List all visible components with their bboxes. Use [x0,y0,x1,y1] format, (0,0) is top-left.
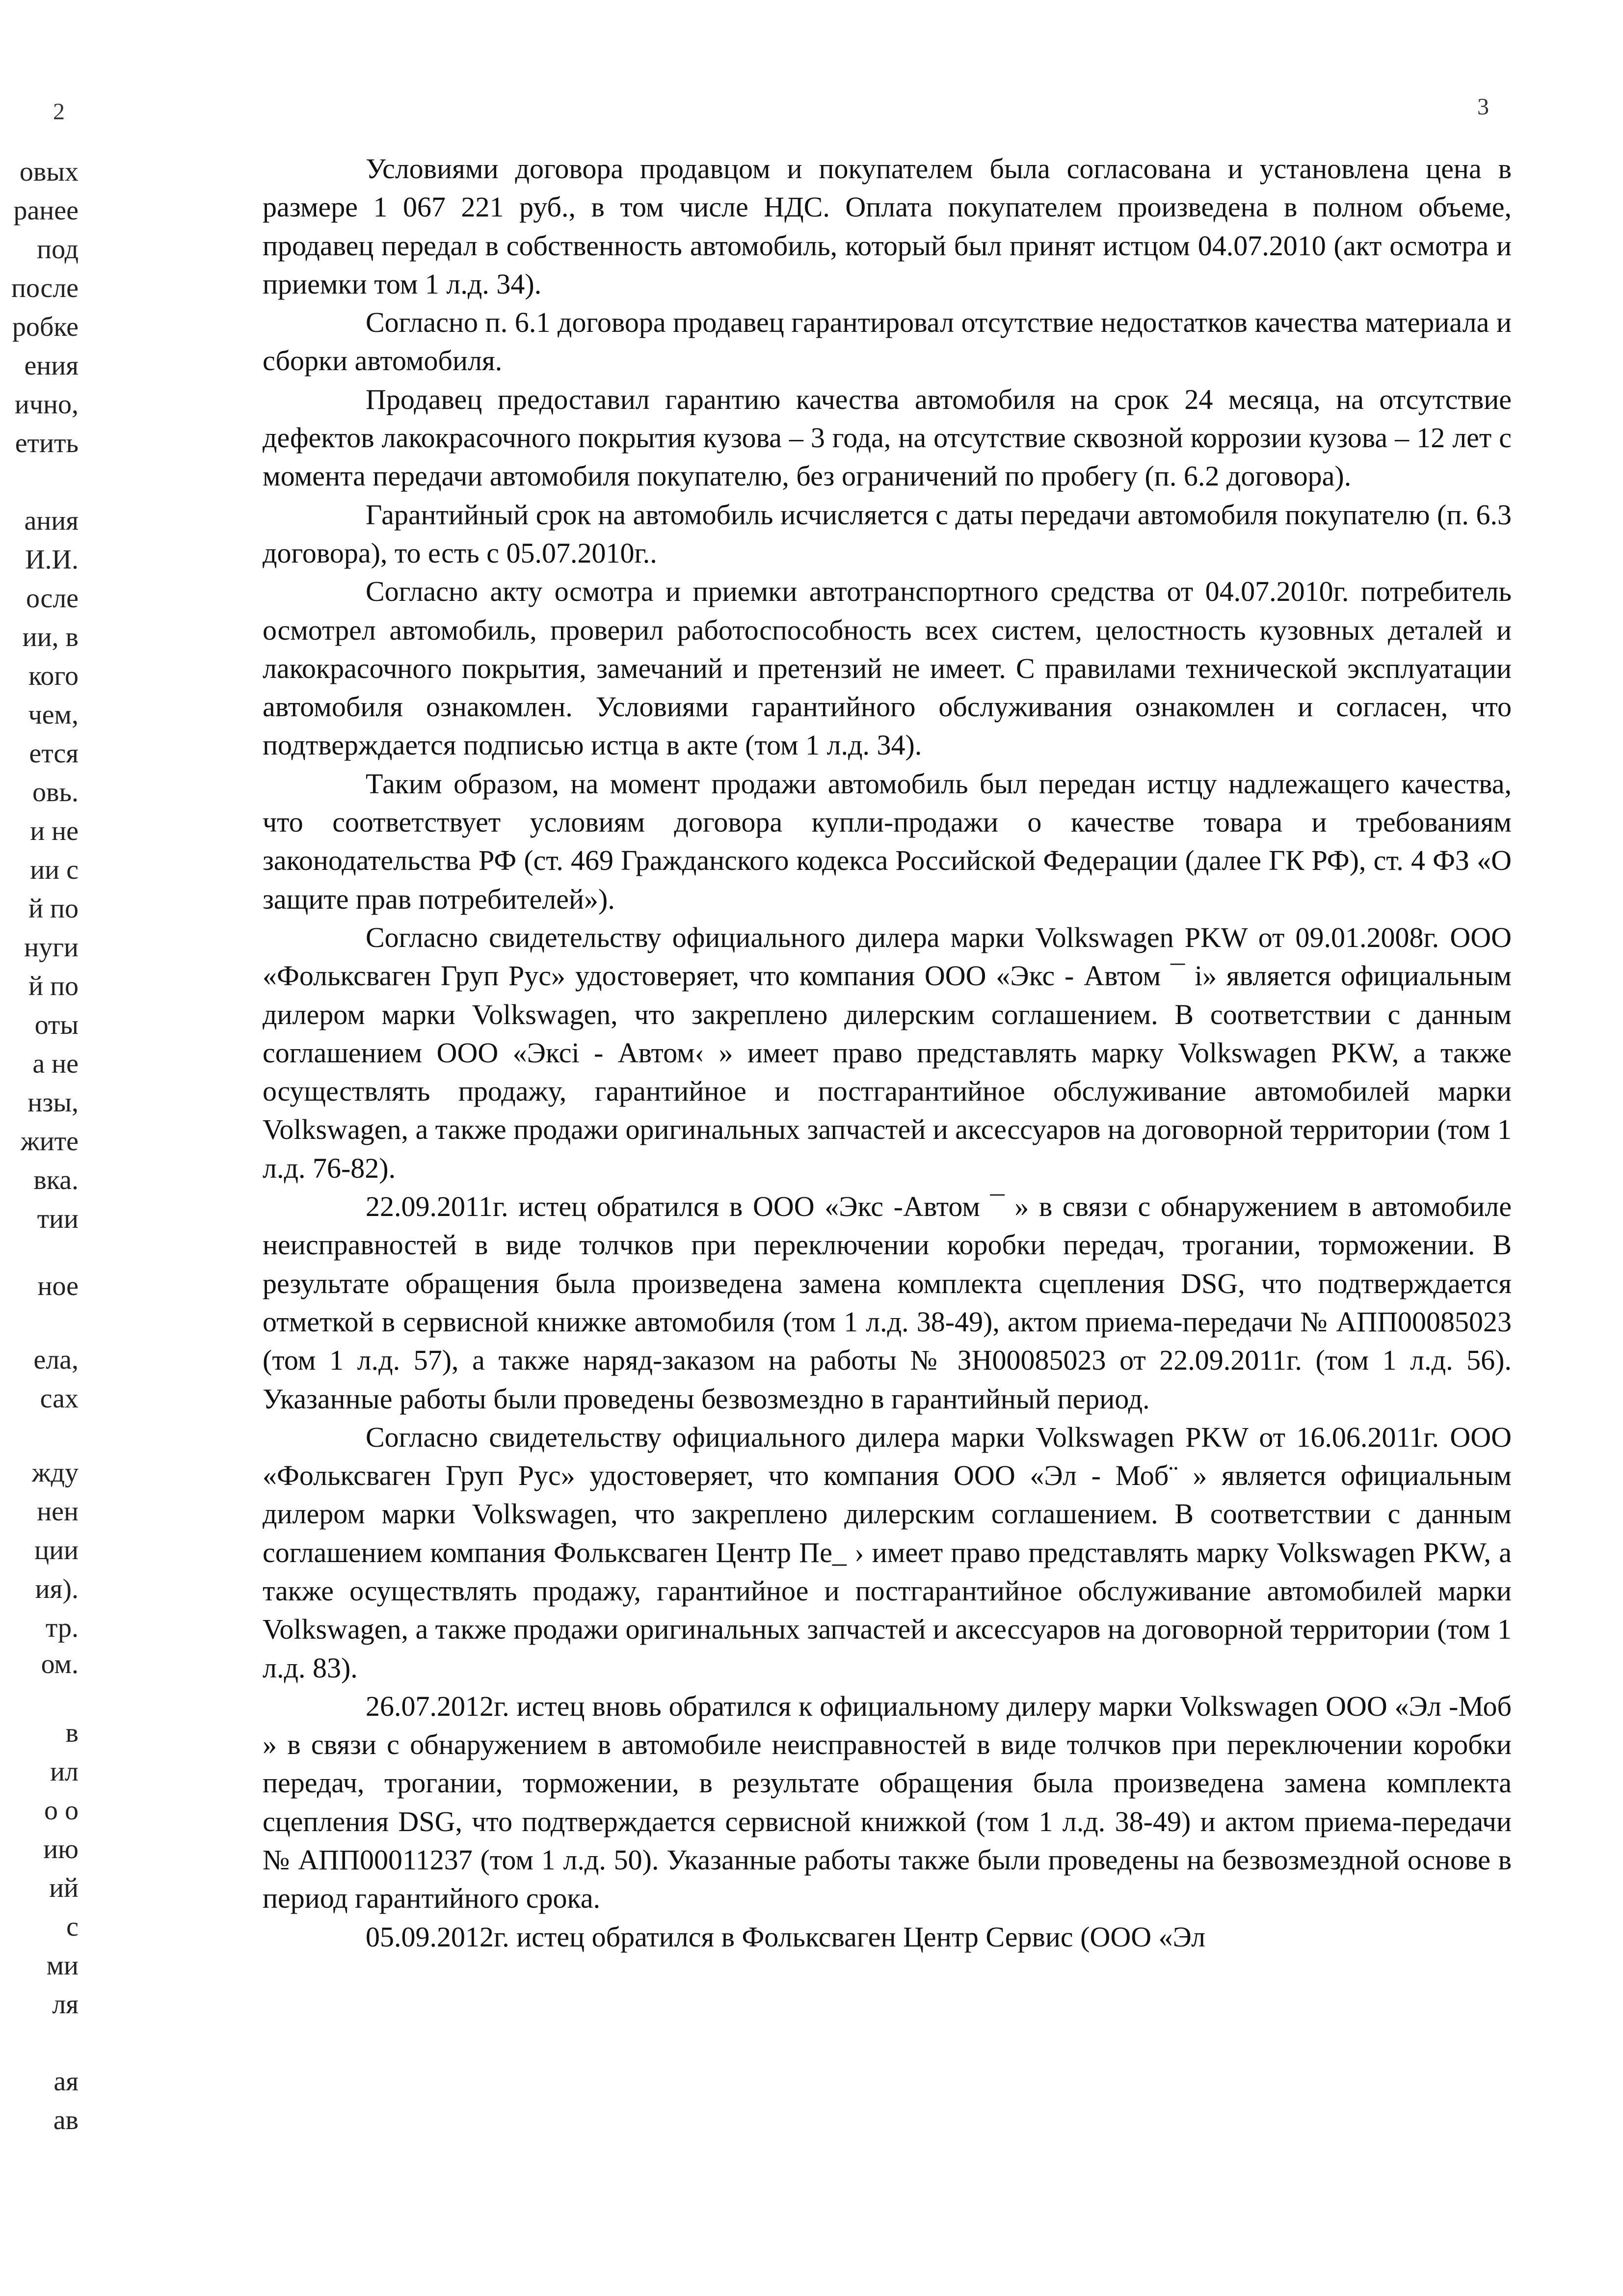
left-fragment: ела, [33,1345,79,1375]
page-number-right: 3 [1477,94,1489,120]
left-fragment: овых [19,157,79,187]
left-fragment: в [65,1718,79,1748]
left-fragment: оты [34,1010,79,1040]
left-fragment: нзы, [27,1087,79,1118]
left-fragment: под [37,234,79,265]
left-fragment: сах [40,1383,79,1414]
paragraph-first-repair: 22.09.2011г. истец обратился в ООО «Экс -Автом ¯ » в связи с обнаружением в автомобиле неисправностей в виде толчков при переключении коробки передач, трогании, торможении. В результате обращения была произведена замена комплекта сцепления DSG, что подтверждается отметкой в сервисной книжке автомобиля (том 1 л.д. 38-49), актом приема-передачи № АПП00085023 (том 1 л.д. 57), а также наряд-заказом на работы № ЗН00085023 от 22.09.2011г. (том 1 л.д. 56). Указанные работы были проведены безвозмездно в гарантийный период. [263,1190,1512,1415]
left-fragment: ля [52,1989,79,2020]
left-fragment: ично, [14,389,79,420]
left-fragment: нен [37,1496,79,1527]
left-fragment: чем, [28,700,79,730]
left-fragment: ии с [30,855,79,885]
left-fragment: а не [32,1049,79,1079]
left-fragment: И.И. [25,544,79,575]
left-fragment: ав [53,2105,79,2135]
paragraph-third-appeal: 05.09.2012г. истец обратился в Фольксваген Центр Сервис (ООО «Эл [366,1920,1206,1953]
left-fragment: о о [44,1795,79,1826]
left-fragment: ции [34,1535,79,1566]
left-fragment: ное [37,1271,79,1301]
left-fragment: тр. [45,1613,79,1643]
left-fragment: ию [43,1834,79,1864]
left-fragment: нуги [24,932,79,963]
paragraph-second-repair: 26.07.2012г. истец вновь обратился к официальному дилеру марки Volkswagen ООО «Эл -Моб » в связи с обнаружением в автомобиле неисправностей в виде толчков при переключении коробки передач, трогании, торможении, в результате обращения была произведена замена комплекта сцепления DSG, что подтверждается сервисной книжкой (том 1 л.д. 38-49) и актом приема-передачи № АПП00011237 (том 1 л.д. 50). Указанные работы также были проведены на безвозмездной основе в период гарантийного срока. [263,1690,1512,1915]
left-fragment: и не [30,816,79,846]
left-fragment: тии [37,1204,79,1234]
left-fragment: ий [49,1873,79,1903]
paragraph-warranty-clause: Согласно п. 6.1 договора продавец гарантировал отсутствие недостатков качества материала и сборки автомобиля. [263,306,1512,377]
document-body [263,150,1512,1956]
paragraph-contract-price: Условиями договора продавцом и покупателем была согласована и установлена цена в размере 1 067 221 руб., в том числе НДС. Оплата покупателем произведена в полном объеме, продавец передал в собственность автомобиль, который был принят истцом 04.07.2010 (акт осмотра и приемки том 1 л.д. 34). [263,153,1512,300]
page-number-left: 2 [53,99,65,125]
left-fragment: с [66,1912,79,1942]
paragraph-dealer-certificate-2: Согласно свидетельству официального дилера марки Volkswagen PKW от 16.06.2011г. ООО «Фольксваген Груп Рус» удостоверяет, что компания ООО «Эл - Моб¨ » является официальным дилером марки Volkswagen, что закреплено дилерским соглашением. В соответствии с данным соглашением компания Фольксваген Центр Пе_ › имеет право представлять марку Volkswagen PKW, а также осуществлять продажу, гарантийное и постгарантийное обслуживание автомобилей марки Volkswagen, а также продажи оригинальных запчастей и аксессуаров на договорной территории (том 1 л.д. 83). [263,1421,1512,1684]
left-fragment: осле [26,583,79,614]
left-fragment: ения [24,351,79,381]
left-fragment: после [11,273,79,303]
left-fragment: робке [12,312,79,342]
left-fragment: вка. [33,1165,79,1195]
left-fragment: ми [46,1950,79,1981]
paragraph-quality-conclusion: Таким образом, на момент продажи автомобиль был передан истцу надлежащего качества, что соответствует условиям договора купли-продажи о качестве товара и требованиям законодательства РФ (ст. 469 Гражданского кодекса Российской Федерации (далее ГК РФ), ст. 4 ФЗ «О защите прав потребителей»). [263,767,1512,915]
left-fragment: етить [15,428,79,459]
left-fragment: й по [28,893,79,924]
left-fragment: ая [53,2066,79,2097]
left-fragment: жду [31,1458,79,1488]
paragraph-dealer-certificate-1: Согласно свидетельству официального дилера марки Volkswagen PKW от 09.01.2008г. ООО «Фольксваген Груп Рус» удостоверяет, что компания ООО «Экс - Автом ¯ і» является официальным дилером марки Volkswagen, что закреплено дилерским соглашением. В соответствии с данным соглашением ООО «Эксі - Автом‹ » имеет право представлять марку Volkswagen PKW, а также осуществлять продажу, гарантийное и постгарантийное обслуживание автомобилей марки Volkswagen, а также продажи оригинальных запчастей и аксессуаров на договорной территории (том 1 л.д. 76-82). [263,921,1512,1184]
left-fragment: жите [21,1126,79,1157]
left-fragment: овь. [32,777,79,808]
paragraph-inspection-act: Согласно акту осмотра и приемки автотранспортного средства от 04.07.2010г. потребитель осмотрел автомобиль, проверил работоспособность всех систем, целостность кузовных деталей и лакокрасочного покрытия, замечаний и претензий не имеет. С правилами технической эксплуатации автомобиля ознакомлен. Условиями гарантийного обслуживания ознакомлен и согласен, что подтверждается подписью истца в акте (том 1 л.д. 34). [263,575,1512,761]
left-fragment: ется [29,738,79,769]
left-fragment: кого [28,661,79,691]
left-fragment: ил [50,1756,79,1787]
paragraph-warranty-start: Гарантийный срок на автомобиль исчисляется с даты передачи автомобиля покупателю (п. 6.3 договора), то есть с 05.07.2010г.. [263,498,1512,569]
left-fragment: й по [28,971,79,1001]
left-fragment: ания [24,506,79,536]
left-fragment: ом. [41,1649,79,1679]
left-fragment: ранее [13,195,79,226]
paragraph-warranty-terms: Продавец предоставил гарантию качества автомобиля на срок 24 месяца, на отсутствие дефектов лакокрасочного покрытия кузова – 3 года, на отсутствие сквозной коррозии кузова – 12 лет с момента передачи автомобиля покупателю, без ограничений по пробегу (п. 6.2 договора). [263,383,1512,492]
left-fragment: ии, в [22,622,79,652]
left-fragment: ия). [35,1574,79,1604]
